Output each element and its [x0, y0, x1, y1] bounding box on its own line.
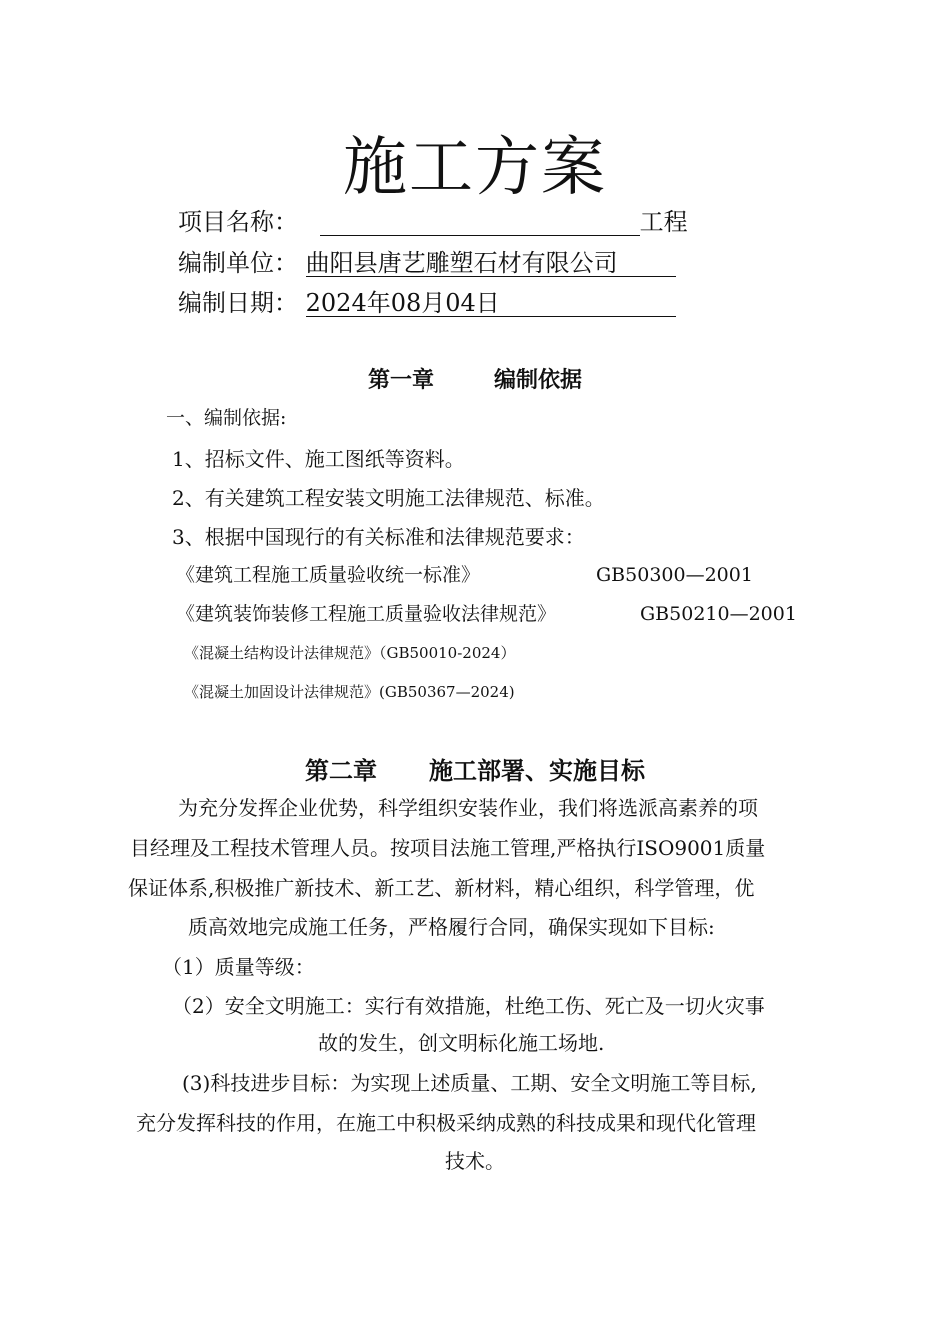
chapter2-heading [0, 754, 950, 788]
compile-unit-value: 曲阳县唐艺雕塑石材有限公司 [305, 249, 618, 277]
chapter1-number: 第一章 [367, 368, 434, 393]
chapter2-para-line-2: 目经理及工程技术管理人员。按项目法施工管理,严格执行ISO9001质量 [130, 836, 766, 860]
chapter1-title: 编制依据 [494, 368, 583, 393]
chapter2-para-line-3: 保证体系,积极推广新技术、新工艺、新材料，精心组织，科学管理，优 [128, 876, 755, 900]
chapter1-section: 一、编制依据: [166, 407, 287, 429]
compile-date-label: 编制日期： [178, 289, 298, 317]
chapter1-item-2: 2、有关建筑工程安装文明施工法律规范、标准。 [172, 486, 605, 510]
compile-date-field [306, 286, 676, 317]
project-name-suffix: 工程 [639, 208, 688, 236]
compile-date-value: 2024年08月04日 [305, 289, 500, 317]
standard-2-name: 《建筑装饰装修工程施工质量验收法律规范》 [176, 603, 557, 625]
document-title: 施工方案 [343, 131, 607, 205]
compile-date-row [178, 286, 676, 320]
goal-1: （1）质量等级： [162, 955, 315, 979]
standard-1-name: 《建筑工程施工质量验收统一标准》 [176, 564, 481, 586]
goal-3-line-2: 充分发挥科技的作用，在施工中积极采纳成熟的科技成果和现代化管理 [136, 1111, 756, 1135]
chapter2-title: 施工部署、实施目标 [429, 757, 645, 785]
goal-2-line-2: 故的发生，创文明标化施工场地. [318, 1031, 605, 1055]
chapter1-item-1: 1、招标文件、施工图纸等资料。 [172, 447, 465, 471]
chapter2-number: 第二章 [305, 757, 377, 785]
standard-1-code: GB50300—2001 [596, 564, 753, 586]
chapter1-item-3: 3、根据中国现行的有关标准和法律规范要求： [172, 525, 585, 549]
standard-3: 《混凝土结构设计法律规范》（GB50010-2024） [184, 644, 516, 662]
compile-unit-row [178, 246, 676, 280]
goal-2-line-1: （2）安全文明施工：实行有效措施，杜绝工伤、死亡及一切火灾事 [172, 994, 765, 1018]
compile-unit-field [306, 246, 676, 277]
goal-3-line-1: (3)科技进步目标：为实现上述质量、工期、安全文明施工等目标, [182, 1071, 757, 1095]
standard-2-code: GB50210—2001 [640, 603, 797, 625]
chapter2-para-line-4: 质高效地完成施工任务，严格履行合同，确保实现如下目标: [188, 915, 715, 939]
chapter2-para-line-1: 为充分发挥企业优势，科学组织安装作业，我们将选派高素养的项 [178, 796, 758, 820]
chapter1-heading [0, 366, 950, 396]
compile-unit-label: 编制单位： [178, 249, 298, 277]
standard-4: 《混凝土加固设计法律规范》(GB50367—2024) [184, 683, 515, 701]
project-name-label: 项目名称： [178, 208, 298, 236]
goal-3-line-3: 技术。 [445, 1149, 505, 1173]
project-name-blank [320, 205, 640, 236]
project-name-row [178, 205, 688, 239]
